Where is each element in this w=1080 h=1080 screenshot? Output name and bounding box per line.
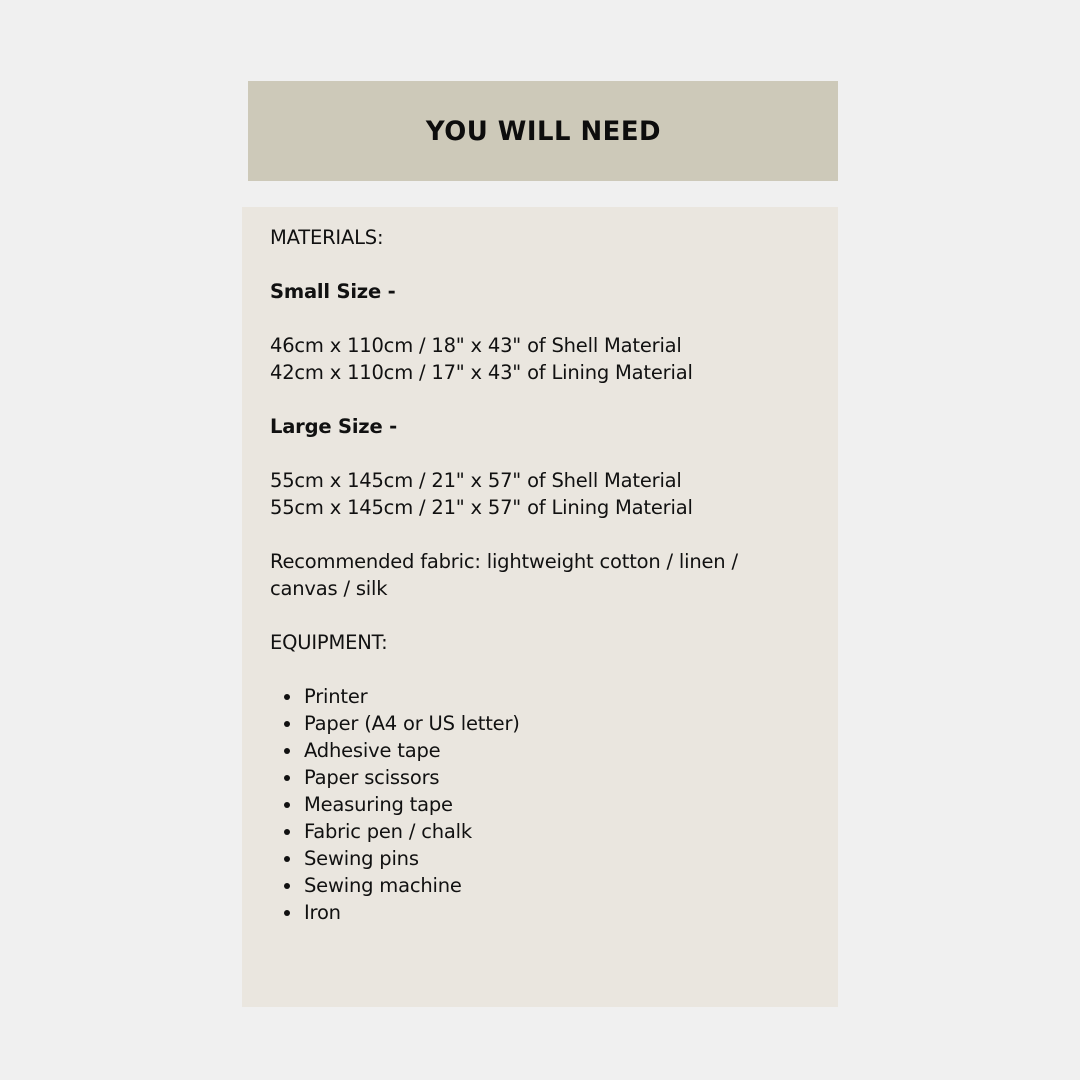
equipment-item-label: Adhesive tape bbox=[304, 739, 441, 762]
large-size-shell: 55cm x 145cm / 21" x 57" of Shell Material bbox=[270, 469, 682, 492]
equipment-item-sewing-pins bbox=[270, 845, 810, 872]
bullet-icon bbox=[284, 775, 290, 781]
equipment-item-label: Sewing machine bbox=[304, 874, 462, 897]
bullet-icon bbox=[284, 721, 290, 727]
equipment-item-adhesive-tape bbox=[270, 737, 810, 764]
large-size-lining: 55cm x 145cm / 21" x 57" of Lining Material bbox=[270, 496, 693, 519]
small-size-shell: 46cm x 110cm / 18" x 43" of Shell Material bbox=[270, 334, 682, 357]
equipment-item-measuring-tape bbox=[270, 791, 810, 818]
spacer bbox=[270, 656, 810, 683]
page-title: YOU WILL NEED bbox=[425, 115, 661, 147]
bullet-icon bbox=[284, 802, 290, 808]
equipment-item-label: Measuring tape bbox=[304, 793, 453, 816]
content-panel bbox=[242, 207, 838, 1007]
spacer bbox=[270, 440, 810, 467]
small-size-label: Small Size - bbox=[270, 280, 396, 303]
bullet-icon bbox=[284, 856, 290, 862]
equipment-heading: EQUIPMENT: bbox=[270, 631, 388, 654]
equipment-item-label: Sewing pins bbox=[304, 847, 419, 870]
bullet-icon bbox=[284, 883, 290, 889]
large-size-label: Large Size - bbox=[270, 415, 397, 438]
spacer bbox=[270, 521, 810, 548]
equipment-item-label: Iron bbox=[304, 901, 341, 924]
equipment-item-label: Paper scissors bbox=[304, 766, 440, 789]
spacer bbox=[270, 602, 810, 629]
header-banner bbox=[248, 81, 838, 181]
small-size-lining: 42cm x 110cm / 17" x 43" of Lining Material bbox=[270, 361, 693, 384]
recommended-fabric: Recommended fabric: lightweight cotton / linen / canvas / silk bbox=[270, 550, 738, 600]
equipment-item-printer bbox=[270, 683, 810, 710]
spacer bbox=[270, 386, 810, 413]
equipment-item-label: Printer bbox=[304, 685, 368, 708]
equipment-item-label: Fabric pen / chalk bbox=[304, 820, 472, 843]
bullet-icon bbox=[284, 910, 290, 916]
equipment-list bbox=[270, 683, 810, 926]
bullet-icon bbox=[284, 829, 290, 835]
equipment-item-paper-scissors bbox=[270, 764, 810, 791]
equipment-item-sewing-machine bbox=[270, 872, 810, 899]
equipment-item-fabric-pen bbox=[270, 818, 810, 845]
bullet-icon bbox=[284, 694, 290, 700]
materials-heading: MATERIALS: bbox=[270, 226, 384, 249]
equipment-item-iron bbox=[270, 899, 810, 926]
equipment-item-paper bbox=[270, 710, 810, 737]
equipment-item-label: Paper (A4 or US letter) bbox=[304, 712, 520, 735]
bullet-icon bbox=[284, 748, 290, 754]
spacer bbox=[270, 251, 810, 278]
spacer bbox=[270, 305, 810, 332]
